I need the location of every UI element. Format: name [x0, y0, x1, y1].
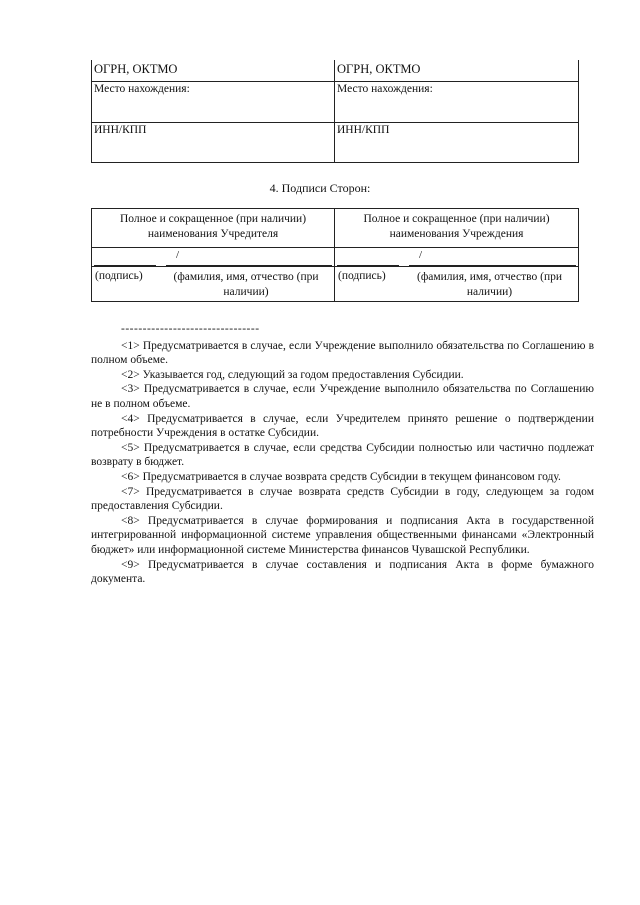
section-title: 4. Подписи Сторон:	[269, 181, 371, 195]
left-inn-cell	[92, 123, 335, 163]
footnote-1: <1> Предусматривается в случае, если Учреждение выполнило обязательства по Соглашению в полном объеме.	[91, 339, 594, 367]
left-location-label: Место нахождения:	[94, 83, 190, 95]
footnote-4: <4> Предусматривается в случае, если Учредителем принято решение о подтверждении потребности Учреждения в остатке Субсидии.	[91, 412, 594, 440]
founder-slash: /	[176, 249, 180, 261]
founder-sign-label: (подпись)	[95, 270, 143, 282]
left-ogrn-label: ОГРН, ОКТМО	[94, 62, 178, 76]
right-inn-label: ИНН/КПП	[337, 124, 390, 136]
right-location-label: Место нахождения:	[337, 83, 433, 95]
footnote-2: <2> Указывается год, следующий за годом предоставления Субсидии.	[121, 368, 464, 381]
institution-header: Полное и сокращенное (при наличии) наименования Учреждения	[335, 209, 579, 248]
footnote-8: <8> Предусматривается в случае формирования и подписания Акта в государственной интегрированной информационной системе управления общественными финансами «Электронный бюджет» или информационной системе Министерства финансов Чувашской Республики.	[91, 514, 594, 556]
institution-signature-line	[335, 248, 579, 267]
footnote-9: <9> Предусматривается в случае составления и подписания Акта в форме бумажного документа.	[91, 558, 594, 586]
requisites-table	[91, 60, 579, 163]
right-ogrn-label: ОГРН, ОКТМО	[337, 62, 421, 76]
footnote-3: <3> Предусматривается в случае, если Учреждение выполнило обязательства по Соглашению не в полном объеме.	[91, 383, 594, 410]
left-inn-label: ИНН/КПП	[94, 124, 147, 136]
founder-fio-label: (фамилия, имя, отчество (при наличии)	[173, 271, 319, 298]
founder-header: Полное и сокращенное (при наличии) наименования Учредителя	[92, 209, 335, 248]
right-location-cell	[335, 82, 579, 123]
institution-fio-label: (фамилия, имя, отчество (при наличии)	[416, 271, 562, 298]
footnote-5: <5> Предусматривается в случае, если средства Субсидии полностью или частично подлежат возврату в бюджет.	[91, 441, 594, 469]
left-location-cell	[92, 82, 335, 123]
footnote-7: <7> Предусматривается в случае возврата средств Субсидии в году, следующем за годом предоставления Субсидии.	[91, 485, 594, 513]
signatures-table	[91, 208, 579, 302]
founder-signature-labels	[92, 267, 335, 302]
right-inn-cell	[335, 123, 579, 163]
institution-slash: /	[419, 249, 423, 261]
institution-signature-labels	[335, 267, 579, 302]
footnote-separator: --------------------------------	[121, 323, 260, 335]
right-ogrn-cell	[335, 60, 579, 82]
founder-signature-line	[92, 248, 335, 267]
footnotes	[91, 322, 594, 587]
footnote-6: <6> Предусматривается в случае возврата средств Субсидии в текущем финансовом году.	[121, 470, 561, 483]
left-ogrn-cell	[92, 60, 335, 82]
institution-sign-label: (подпись)	[338, 270, 386, 282]
